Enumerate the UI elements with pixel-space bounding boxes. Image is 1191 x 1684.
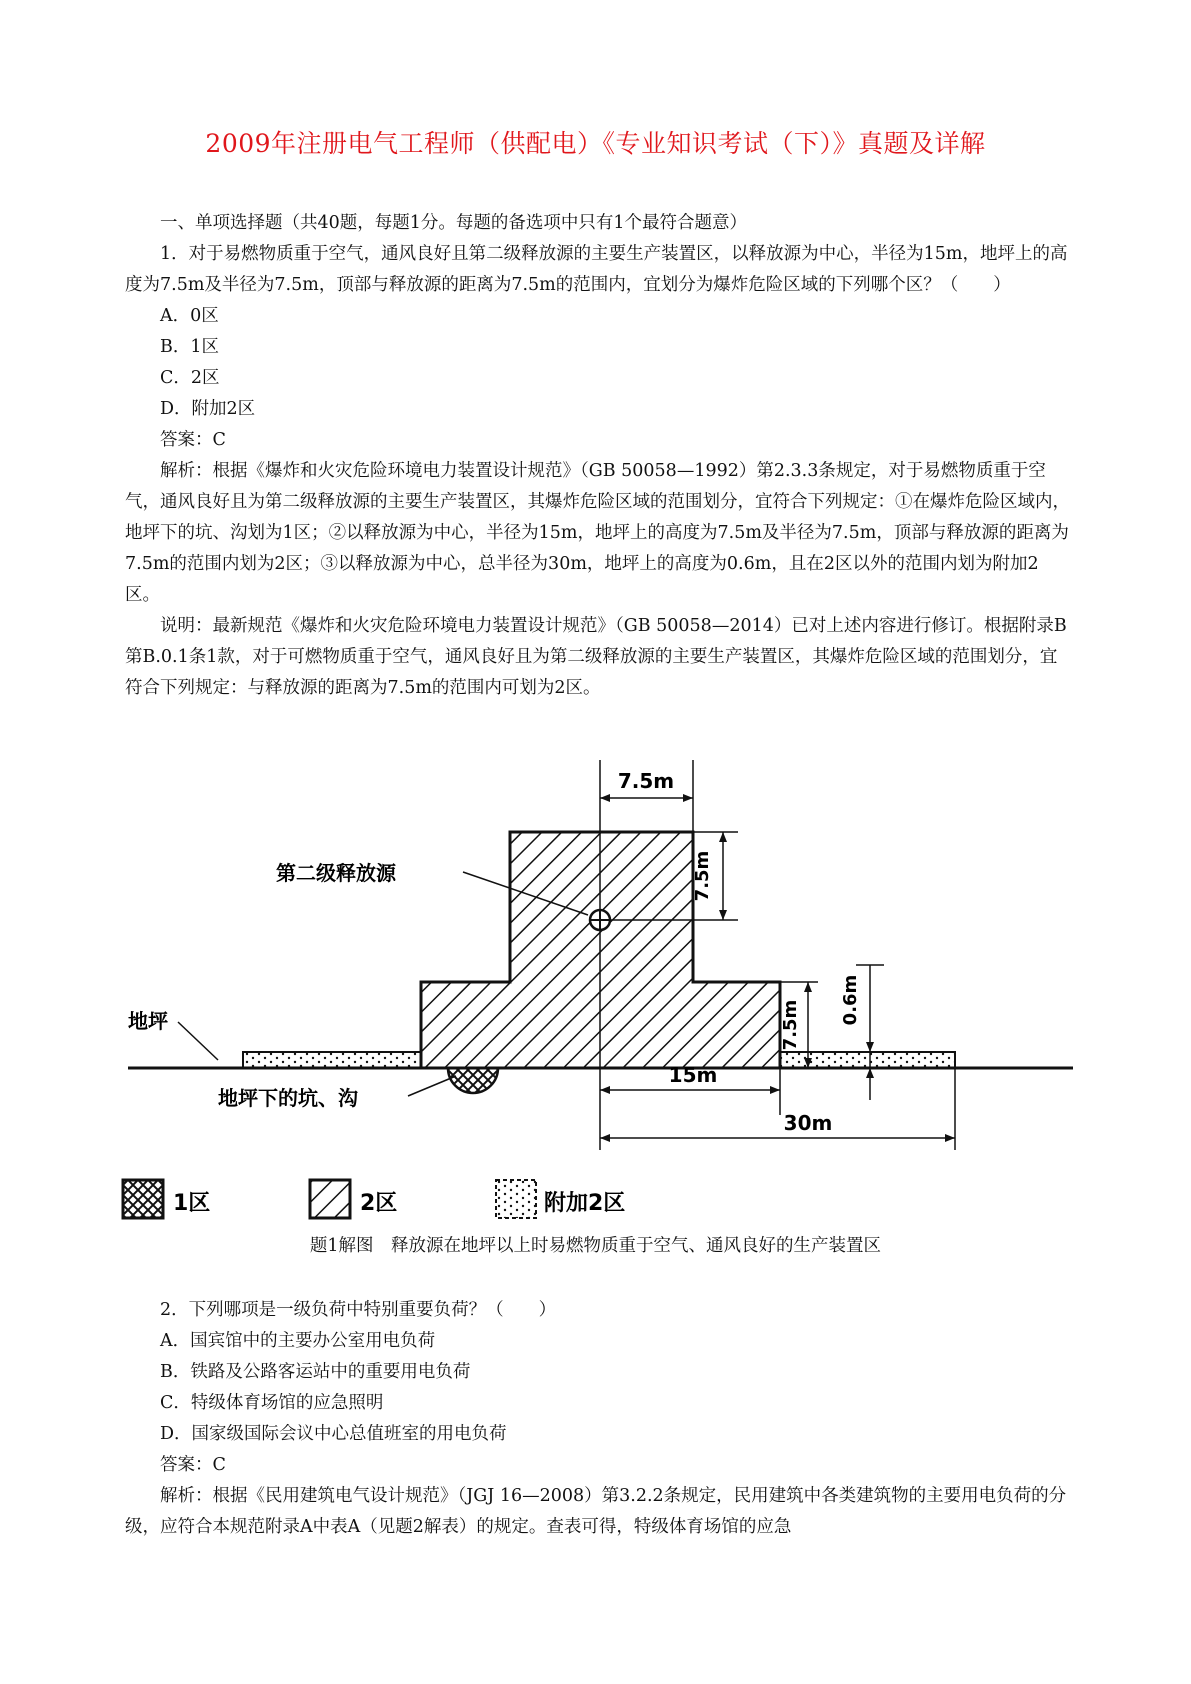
label-release-source: 第二级释放源 <box>276 861 396 885</box>
dim-right-lower-label: 7.5m <box>780 999 801 1051</box>
legend-zone-1-label: 1区 <box>173 1191 211 1216</box>
q2-answer: 答案：C <box>160 1455 226 1475</box>
question-2-text: 2．下列哪项是一级负荷中特别重要负荷？（ ） <box>160 1300 557 1320</box>
question-2-block <box>125 1295 1073 1543</box>
legend-zone-add2-label: 附加2区 <box>544 1191 626 1216</box>
q1-option-a: A．0区 <box>160 306 219 326</box>
legend-zone-2-label: 2区 <box>360 1191 398 1216</box>
legend-zone-2-swatch <box>310 1180 350 1218</box>
question-1-text: 1．对于易燃物质重于空气，通风良好且第二级释放源的主要生产装置区，以释放源为中心，半径为15m，地坪上的高度为7.5m及半径为7.5m，顶部与释放源的距离为7.5m的范围内，宜划分为爆炸危险区域的下列哪个区？（ ） <box>125 244 1068 295</box>
q1-answer: 答案：C <box>160 430 226 450</box>
dim-right-upper-label: 7.5m <box>692 850 713 902</box>
q2-option-a: A．国宾馆中的主要办公室用电负荷 <box>160 1331 436 1351</box>
dim-30-label: 30m <box>783 1111 833 1135</box>
q2-option-b: B．铁路及公路客运站中的重要用电负荷 <box>160 1362 471 1382</box>
zone-diagram <box>118 760 1078 1230</box>
q1-option-d: D．附加2区 <box>160 399 256 419</box>
zone-add2-left <box>243 1052 421 1068</box>
q1-option-b: B．1区 <box>160 337 219 357</box>
q1-note: 说明：最新规范《爆炸和火灾危险环境电力装置设计规范》（GB 50058—2014）已对上述内容进行修订。根据附录B第B.0.1条1款，对于可燃物质重于空气，通风良好且为第二级释放源的主要生产装置区，其爆炸危险区域的范围划分，宜符合下列规定：与释放源的距离为7.5m的范围内可划为2区。 <box>125 616 1067 698</box>
q1-option-c: C．2区 <box>160 368 220 388</box>
dim-15-label: 15m <box>668 1063 718 1087</box>
q2-analysis: 解析：根据《民用建筑电气设计规范》（JGJ 16—2008）第3.2.2条规定，民用建筑中各类建筑物的主要用电负荷的分级，应符合本规范附录A中表A（见题2解表）的规定。查表可得，特级体育场馆的应急 <box>125 1486 1067 1537</box>
legend <box>123 1180 625 1218</box>
label-pit: 地坪下的坑、沟 <box>218 1086 358 1110</box>
pit-zone-1 <box>448 1068 498 1093</box>
question-1-block <box>125 208 1073 704</box>
q2-option-c: C．特级体育场馆的应急照明 <box>160 1393 384 1413</box>
label-ground: 地坪 <box>128 1009 168 1033</box>
q2-option-d: D．国家级国际会议中心总值班室的用电负荷 <box>160 1424 507 1444</box>
legend-zone-add2-swatch <box>496 1180 536 1218</box>
document-title: 2009年注册电气工程师（供配电）《专业知识考试（下）》真题及详解 <box>205 129 986 158</box>
dim-top-label: 7.5m <box>617 769 675 793</box>
legend-zone-1-swatch <box>123 1180 163 1218</box>
dim-small-label: 0.6m <box>840 974 861 1026</box>
figure-caption: 题1解图 释放源在地坪以上时易燃物质重于空气、通风良好的生产装置区 <box>309 1236 882 1256</box>
zone-diagram-svg <box>118 760 1078 1230</box>
section-heading: 一、单项选择题（共40题，每题1分。每题的备选项中只有1个最符合题意） <box>160 213 748 233</box>
q1-analysis: 解析：根据《爆炸和火灾危险环境电力装置设计规范》（GB 50058—1992）第2.3.3条规定，对于易燃物质重于空气，通风良好且为第二级释放源的主要生产装置区，其爆炸危险区域的范围划分，宜符合下列规定：①在爆炸危险区域内，地坪下的坑、沟划为1区；②以释放源为中心，半径为15m，地坪上的高度为7.5m及半径为7.5m，顶部与释放源的距离为7.5m的范围内划为2区；③以释放源为中心，总半径为30m，地坪上的高度为0.6m，且在2区以外的范围内划为附加2区。 <box>125 461 1070 605</box>
